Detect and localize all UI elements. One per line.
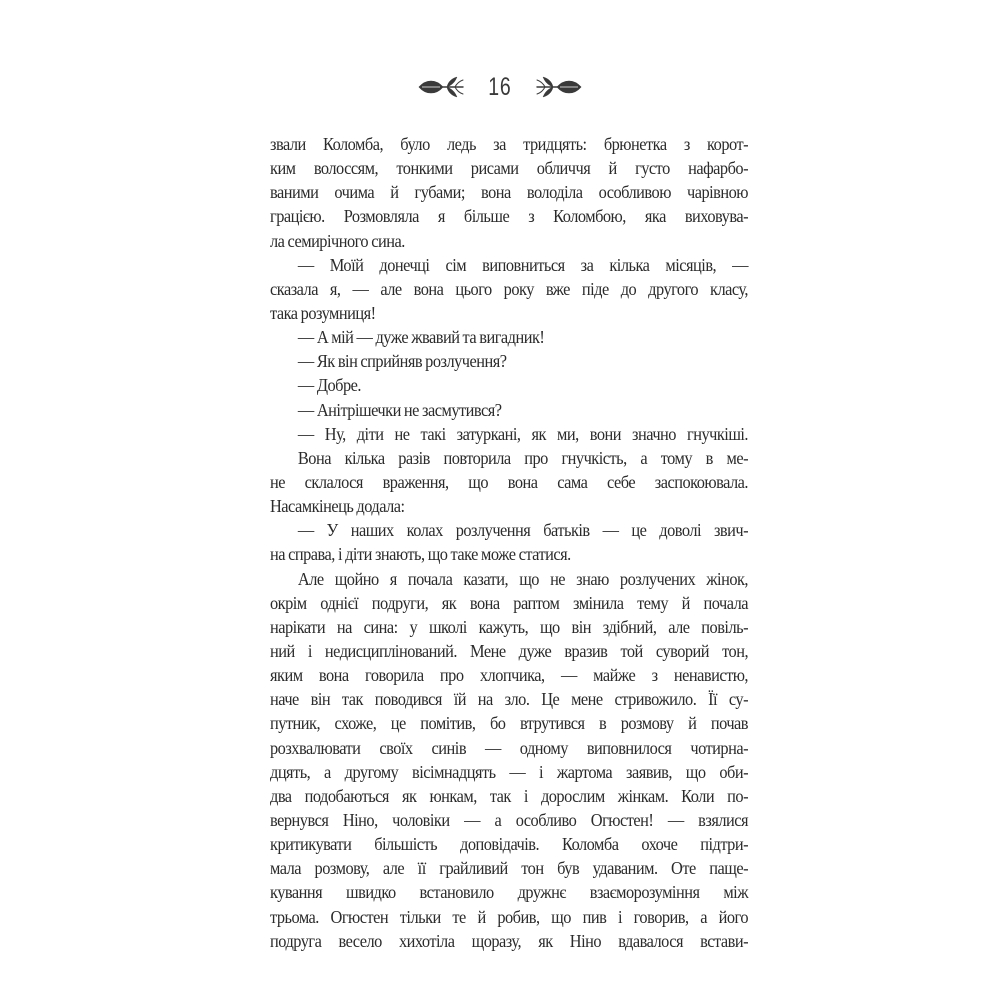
text-line: дцять, а другому вісімнадцять — і жартома заявив, що оби- (270, 761, 749, 782)
leaf-ornament-left-icon (417, 74, 467, 100)
text-line: критикувати більшість доповідачів. Коломба охоче підтри- (270, 834, 749, 855)
text-line: — А мій — дуже жвавий та вигадник! (297, 327, 545, 348)
text-line: яким вона говорила про хлопчика, — майже з ненавистю, (270, 665, 749, 686)
text-line: звали Коломба, було ледь за тридцять: брюнетка з корот- (270, 134, 749, 154)
text-line: — Моїй донечці сім виповниться за кілька місяців, — (297, 254, 749, 275)
text-line: кування швидко встановило дружнє взаєморозуміння між (270, 882, 749, 903)
leaf-ornament-right-icon (533, 74, 583, 100)
text-line: — Анітрішечки не засмутився? (297, 399, 502, 420)
text-line: мала розмову, але її грайливий тон був удаваним. Оте паще- (270, 858, 749, 879)
body-text (270, 132, 748, 953)
text-line: — У наших колах розлучення батьків — це доволі звич- (297, 520, 749, 541)
text-line: вернувся Ніно, чоловіки — а особливо Огюстен! — взялися (270, 809, 749, 830)
text-line: на справа, і діти знають, що таке може статися. (270, 544, 571, 565)
text-line: ний і недисциплінований. Мене дуже вразив той суворий тон, (270, 640, 749, 661)
text-line: сказала я, — але вона цього року вже піде до другого класу, (270, 278, 749, 299)
text-line: наче він так поводився їй на зло. Це мене стривожило. Її су- (270, 689, 749, 710)
text-line: окрім однієї подруги, як вона раптом змінила тему й почала (270, 592, 749, 613)
page-header (0, 62, 1000, 112)
text-line: — Ну, діти не такі затуркані, як ми, вони значно гнучкіші. (297, 423, 749, 444)
text-line: ким волоссям, тонкими рисами обличчя й густо нафарбо- (270, 158, 749, 179)
text-line: не склалося враження, що вона сама себе заспокоювала. (270, 471, 749, 492)
text-line: розхвалювати своїх синів — одному виповнилося чотирна- (270, 737, 749, 758)
text-line: подруга весело хихотіла щоразу, як Ніно вдавалося встави- (270, 930, 749, 951)
text-line: — Як він сприйняв розлучення? (297, 351, 507, 372)
text-line: така розумниця! (270, 302, 376, 323)
text-line: два подобаються як юнкам, так і дорослим жінкам. Коли по- (270, 785, 749, 806)
text-line: Вона кілька разів повторила про гнучкість, а тому в ме- (297, 447, 749, 468)
text-line: грацією. Розмовляла я більше з Коломбою, яка виховува- (270, 206, 749, 227)
text-line: путник, схоже, це помітив, бо втрутився в розмову й почав (270, 713, 749, 734)
text-line: Але щойно я почала казати, що не знаю розлучених жінок, (297, 568, 749, 589)
text-line: ла семирічного сина. (270, 230, 405, 251)
text-line: трьома. Огюстен тільки те й робив, що пив і говорив, а його (270, 906, 749, 927)
text-line: ваними очима й губами; вона володіла особливою чарівною (270, 182, 749, 203)
text-line: Насамкінець додала: (270, 496, 405, 517)
text-line: — Добре. (297, 375, 362, 396)
page-number: 16 (488, 72, 512, 101)
text-line: нарікати на сина: у школі кажуть, що він здібний, але повіль- (270, 616, 749, 637)
